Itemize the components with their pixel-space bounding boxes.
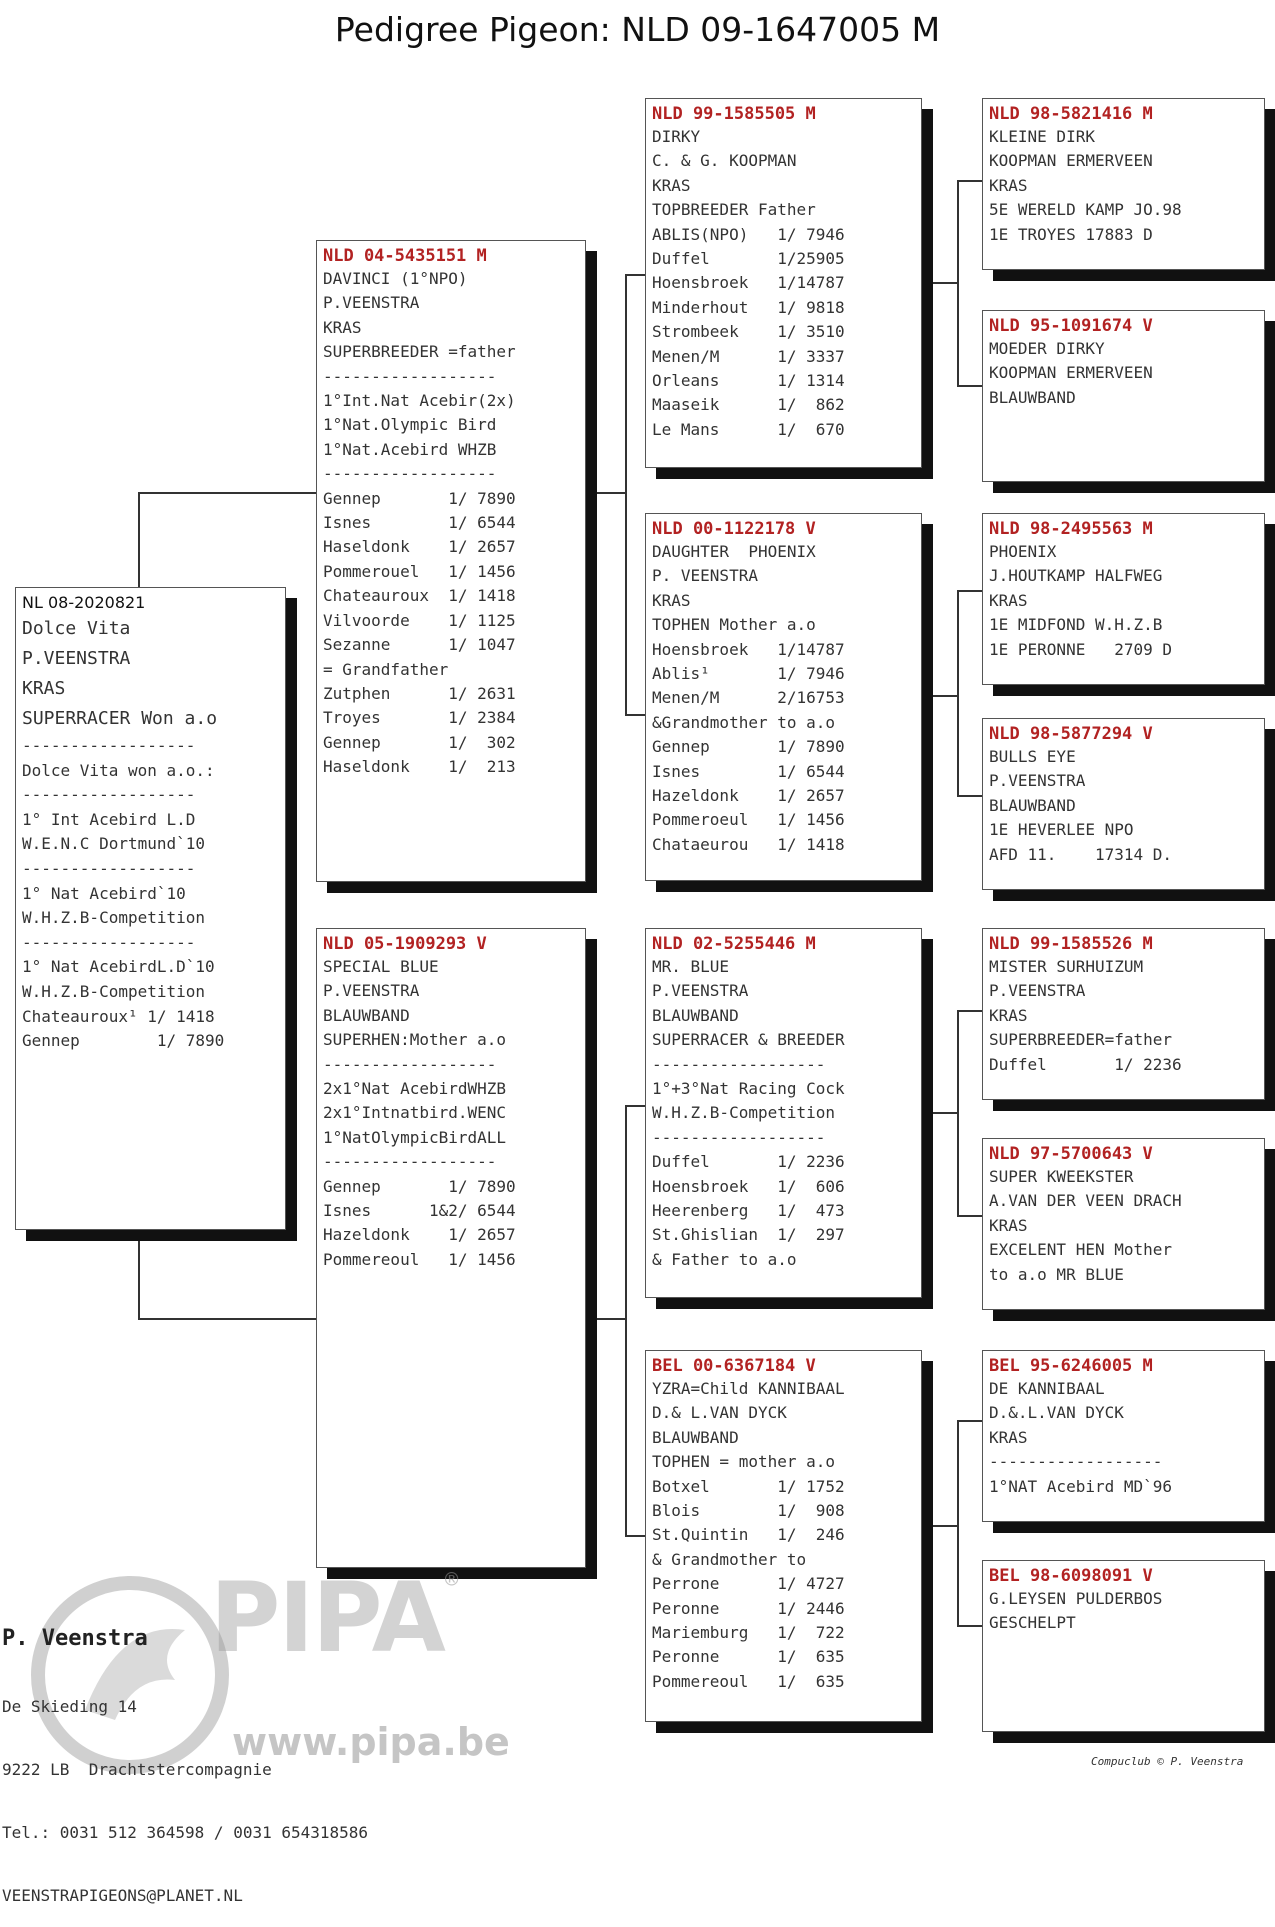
pedigree-line: Gennep 1/ 302 bbox=[323, 732, 516, 752]
ring-number: NLD 97-5700643 V bbox=[989, 1144, 1153, 1164]
pedigree-line: ------------------ bbox=[323, 1152, 497, 1172]
connector bbox=[586, 492, 625, 494]
pedigree-line: Chateauroux¹ 1/ 1418 bbox=[22, 1006, 215, 1026]
title-ring: NLD 09-1647005 M bbox=[621, 10, 941, 49]
pedigree-line: 1E TROYES 17883 D bbox=[989, 224, 1153, 244]
pigeon-card-main bbox=[15, 587, 286, 1230]
pedigree-line: 1°NatOlympicBirdALL bbox=[323, 1127, 507, 1147]
pedigree-line: St.Quintin 1/ 246 bbox=[652, 1525, 845, 1545]
pedigree-line: Hazeldonk 1/ 2657 bbox=[323, 1225, 516, 1245]
pedigree-line: D.& L.VAN DYCK bbox=[652, 1403, 787, 1423]
pedigree-line: TOPHEN = mother a.o bbox=[652, 1452, 836, 1472]
pedigree-line: 1°Nat.Olympic Bird bbox=[323, 415, 497, 435]
breeder-city: 9222 LB Drachtstercompagnie bbox=[2, 1760, 272, 1779]
pedigree-line: ------------------ bbox=[22, 736, 196, 755]
pedigree-line: BLAUWBAND bbox=[652, 1005, 739, 1025]
pedigree-line: 1E HEVERLEE NPO bbox=[989, 820, 1134, 840]
breeder-name: P. Veenstra bbox=[2, 1626, 148, 1651]
ring-number: BEL 98-6098091 V bbox=[989, 1566, 1153, 1586]
pedigree-line: PHOENIX bbox=[989, 542, 1057, 561]
pedigree-line: AFD 11. 17314 D. bbox=[989, 844, 1173, 864]
pigeon-card-fmf bbox=[982, 513, 1265, 685]
pedigree-line: SUPERBREEDER=father bbox=[989, 1030, 1173, 1050]
pedigree-line: SUPER KWEEKSTER bbox=[989, 1167, 1134, 1186]
pedigree-line: EXCELENT HEN Mother bbox=[989, 1240, 1173, 1260]
connector bbox=[922, 695, 957, 697]
pedigree-line: Pommereoul 1/ 635 bbox=[652, 1671, 845, 1691]
connector bbox=[957, 795, 982, 797]
pedigree-line: Peronne 1/ 2446 bbox=[652, 1598, 845, 1618]
pigeon-card-mother-father bbox=[645, 928, 922, 1298]
pedigree-line: Pommerouel 1/ 1456 bbox=[323, 561, 516, 581]
pedigree-line: Dolce Vita won a.o.: bbox=[22, 760, 215, 780]
connector bbox=[957, 1420, 959, 1625]
pedigree-line: Orleans 1/ 1314 bbox=[652, 371, 845, 391]
pedigree-line: DAVINCI (1°NPO) bbox=[323, 269, 468, 288]
pedigree-line: Le Mans 1/ 670 bbox=[652, 419, 845, 439]
pedigree-line: Troyes 1/ 2384 bbox=[323, 708, 516, 728]
pigeon-card-father-mother bbox=[645, 513, 922, 881]
pedigree-line: Pommeroeul 1/ 1456 bbox=[652, 810, 845, 830]
ring-number: NLD 98-5877294 V bbox=[989, 724, 1153, 744]
pedigree-line: 1°+3°Nat Racing Cock bbox=[652, 1079, 845, 1099]
pedigree-line: Heerenberg 1/ 473 bbox=[652, 1201, 845, 1221]
pedigree-line: 1° Nat AcebirdL.D`10 bbox=[22, 957, 215, 977]
pedigree-line: C. & G. KOOPMAN bbox=[652, 151, 797, 171]
pedigree-line: Dolce Vita bbox=[22, 618, 131, 639]
pedigree-line: Pommereoul 1/ 1456 bbox=[323, 1249, 516, 1269]
pedigree-line: 1° Int Acebird L.D bbox=[22, 809, 196, 829]
connector bbox=[138, 492, 316, 494]
ring-number: NLD 04-5435151 M bbox=[323, 246, 487, 266]
pedigree-line: P.VEENSTRA bbox=[22, 648, 131, 669]
pedigree-line: KRAS bbox=[989, 590, 1028, 610]
connector bbox=[625, 1535, 645, 1537]
pedigree-line: Maaseik 1/ 862 bbox=[652, 395, 845, 415]
connector bbox=[957, 1010, 959, 1215]
ring-number: NLD 00-1122178 V bbox=[652, 519, 816, 539]
connector bbox=[922, 1525, 957, 1527]
pedigree-line: Blois 1/ 908 bbox=[652, 1501, 845, 1521]
connector bbox=[957, 180, 959, 385]
pedigree-line: YZRA=Child KANNIBAAL bbox=[652, 1379, 845, 1398]
connector bbox=[625, 274, 645, 276]
pedigree-line: SUPERBREEDER =father bbox=[323, 342, 516, 362]
pedigree-line: Botxel 1/ 1752 bbox=[652, 1476, 845, 1496]
pedigree-line: KRAS bbox=[989, 1005, 1028, 1025]
pedigree-line: MR. BLUE bbox=[652, 957, 730, 976]
pedigree-line: Zutphen 1/ 2631 bbox=[323, 683, 516, 703]
pedigree-line: Duffel 1/ 2236 bbox=[989, 1054, 1182, 1074]
connector bbox=[922, 282, 957, 284]
pedigree-line: KRAS bbox=[989, 175, 1028, 195]
pedigree-line: ------------------ bbox=[652, 1054, 826, 1074]
pigeon-card-mother bbox=[316, 928, 586, 1568]
pedigree-line: Duffel 1/ 2236 bbox=[652, 1152, 845, 1172]
pedigree-line: P.VEENSTRA bbox=[652, 981, 749, 1001]
connector bbox=[957, 1420, 982, 1422]
pedigree-line: 1E MIDFOND W.H.Z.B bbox=[989, 615, 1163, 635]
pigeon-card-mmf bbox=[982, 1350, 1265, 1522]
pedigree-line: TOPBREEDER Father bbox=[652, 200, 816, 220]
pedigree-line: GESCHELPT bbox=[989, 1613, 1076, 1633]
ring-number: NLD 98-5821416 M bbox=[989, 104, 1153, 124]
connector bbox=[586, 1318, 625, 1320]
pedigree-line: ------------------ bbox=[22, 785, 196, 805]
pedigree-line: SUPERRACER & BREEDER bbox=[652, 1030, 845, 1050]
pedigree-line: 1°Int.Nat Acebir(2x) bbox=[323, 391, 516, 411]
connector bbox=[625, 1105, 627, 1535]
ring-number: NLD 05-1909293 V bbox=[323, 934, 487, 954]
connector bbox=[957, 590, 982, 592]
connector bbox=[957, 1215, 982, 1217]
pedigree-line: J.HOUTKAMP HALFWEG bbox=[989, 566, 1163, 586]
pedigree-line: KRAS bbox=[323, 317, 362, 337]
pedigree-line: TOPHEN Mother a.o bbox=[652, 615, 816, 635]
ring-number: NLD 98-2495563 M bbox=[989, 519, 1153, 539]
ring-number: NLD 99-1585526 M bbox=[989, 934, 1153, 954]
pedigree-line: 1E PERONNE 2709 D bbox=[989, 639, 1173, 659]
pedigree-line: Chataeurou 1/ 1418 bbox=[652, 834, 845, 854]
pedigree-line: P.VEENSTRA bbox=[323, 981, 420, 1001]
pigeon-card-father-father bbox=[645, 98, 922, 468]
pedigree-line: A.VAN DER VEEN DRACH bbox=[989, 1191, 1182, 1211]
pedigree-line: Hazeldonk 1/ 2657 bbox=[652, 786, 845, 806]
pedigree-line: P.VEENSTRA bbox=[989, 981, 1086, 1001]
connector bbox=[957, 590, 959, 795]
pedigree-line: Menen/M 2/16753 bbox=[652, 688, 845, 708]
pedigree-line: & Grandmother to bbox=[652, 1549, 807, 1569]
pedigree-line: ABLIS(NPO) 1/ 7946 bbox=[652, 224, 845, 244]
pipa-logo-text: PIPA bbox=[210, 1562, 444, 1674]
pedigree-line: D.&.L.VAN DYCK bbox=[989, 1403, 1124, 1423]
pedigree-line: KLEINE DIRK bbox=[989, 127, 1095, 146]
pedigree-line: Duffel 1/25905 bbox=[652, 249, 845, 269]
pedigree-line: Haseldonk 1/ 213 bbox=[323, 757, 516, 777]
pedigree-line: Menen/M 1/ 3337 bbox=[652, 346, 845, 366]
pedigree-line: 1° Nat Acebird`10 bbox=[22, 883, 186, 903]
pedigree-line: to a.o MR BLUE bbox=[989, 1264, 1124, 1284]
pedigree-line: & Father to a.o bbox=[652, 1249, 797, 1269]
title-label: Pedigree Pigeon: bbox=[334, 10, 611, 49]
connector bbox=[957, 1625, 982, 1627]
pigeon-card-fff bbox=[982, 98, 1265, 270]
pedigree-line: KRAS bbox=[989, 1215, 1028, 1235]
pedigree-line: W.H.Z.B-Competition bbox=[22, 981, 206, 1001]
pigeon-card-mother-mother bbox=[645, 1350, 922, 1722]
pedigree-line: BLAUWBAND bbox=[989, 387, 1076, 407]
breeder-email: VEENSTRAPIGEONS@PLANET.NL bbox=[2, 1886, 243, 1905]
pedigree-line: KOOPMAN ERMERVEEN bbox=[989, 363, 1153, 383]
connector bbox=[625, 274, 627, 714]
pedigree-line: Isnes 1&2/ 6544 bbox=[323, 1201, 516, 1221]
pedigree-line: BULLS EYE bbox=[989, 747, 1076, 766]
pedigree-line: P. VEENSTRA bbox=[652, 566, 758, 586]
pedigree-line: Mariemburg 1/ 722 bbox=[652, 1623, 845, 1643]
connector bbox=[625, 1105, 645, 1107]
credit: Compuclub © P. Veenstra bbox=[1091, 1755, 1244, 1768]
pedigree-line: Hoensbroek 1/ 606 bbox=[652, 1176, 845, 1196]
pedigree-line: DIRKY bbox=[652, 127, 701, 146]
pedigree-line: Hoensbroek 1/14787 bbox=[652, 273, 845, 293]
pedigree-line: SPECIAL BLUE bbox=[323, 957, 439, 976]
connector bbox=[625, 714, 645, 716]
pedigree-line: ------------------ bbox=[22, 932, 196, 952]
pedigree-line: BLAUWBAND bbox=[989, 795, 1076, 815]
pedigree-line: &Grandmother to a.o bbox=[652, 712, 836, 732]
ring-number: NLD 95-1091674 V bbox=[989, 316, 1153, 336]
pedigree-line: ------------------ bbox=[323, 366, 497, 386]
pedigree-line: W.E.N.C Dortmund`10 bbox=[22, 834, 206, 854]
connector bbox=[957, 1010, 982, 1012]
pigeon-card-mff bbox=[982, 928, 1265, 1100]
pigeon-card-mfm bbox=[982, 1138, 1265, 1310]
pedigree-line: Hoensbroek 1/14787 bbox=[652, 639, 845, 659]
ring-number: NLD 02-5255446 M bbox=[652, 934, 816, 954]
pedigree-line: W.H.Z.B-Competition bbox=[652, 1103, 836, 1123]
pedigree-line: Minderhout 1/ 9818 bbox=[652, 297, 845, 317]
pedigree-line: KRAS bbox=[22, 678, 66, 699]
pedigree-line: MOEDER DIRKY bbox=[989, 339, 1105, 358]
pedigree-line: P.VEENSTRA bbox=[323, 293, 420, 313]
pedigree-line: 1°Nat.Acebird WHZB bbox=[323, 439, 497, 459]
connector bbox=[957, 385, 982, 387]
pedigree-line: Chateauroux 1/ 1418 bbox=[323, 586, 516, 606]
pedigree-line: DE KANNIBAAL bbox=[989, 1379, 1105, 1398]
connector bbox=[957, 180, 982, 182]
pedigree-line: ------------------ bbox=[323, 1054, 497, 1074]
pedigree-line: ------------------ bbox=[989, 1452, 1163, 1472]
pedigree-line: G.LEYSEN PULDERBOS bbox=[989, 1589, 1163, 1608]
pedigree-line: 5E WERELD KAMP JO.98 bbox=[989, 200, 1182, 220]
connector bbox=[138, 492, 140, 587]
pigeon-card-fmm bbox=[982, 718, 1265, 890]
pedigree-line: Gennep 1/ 7890 bbox=[652, 737, 845, 757]
connector bbox=[138, 1318, 316, 1320]
pedigree-line: Gennep 1/ 7890 bbox=[22, 1031, 225, 1051]
breeder-address: De Skieding 14 bbox=[2, 1697, 137, 1716]
pedigree-line: P.VEENSTRA bbox=[989, 771, 1086, 791]
ring-number: NL 08-2020821 bbox=[22, 593, 146, 612]
pedigree-line: ------------------ bbox=[652, 1127, 826, 1147]
pedigree-line: Sezanne 1/ 1047 bbox=[323, 635, 516, 655]
page-title bbox=[0, 10, 1275, 49]
pigeon-card-mmm bbox=[982, 1560, 1265, 1732]
pedigree-line: KRAS bbox=[652, 590, 691, 610]
connector bbox=[922, 1112, 957, 1114]
pedigree-line: ------------------ bbox=[22, 858, 196, 878]
ring-number: BEL 95-6246005 M bbox=[989, 1356, 1153, 1376]
pedigree-line: MISTER SURHUIZUM bbox=[989, 957, 1144, 976]
pipa-url: www.pipa.be bbox=[232, 1720, 510, 1764]
pedigree-line: Haseldonk 1/ 2657 bbox=[323, 537, 516, 557]
pedigree-line: Perrone 1/ 4727 bbox=[652, 1574, 845, 1594]
pigeon-card-father bbox=[316, 240, 586, 882]
pedigree-line: ------------------ bbox=[323, 464, 497, 484]
pedigree-line: Vilvoorde 1/ 1125 bbox=[323, 610, 516, 630]
pedigree-line: SUPERRACER Won a.o bbox=[22, 708, 218, 729]
pedigree-line: Isnes 1/ 6544 bbox=[323, 513, 516, 533]
pedigree-line: KOOPMAN ERMERVEEN bbox=[989, 151, 1153, 171]
pedigree-line: BLAUWBAND bbox=[652, 1427, 739, 1447]
pedigree-line: BLAUWBAND bbox=[323, 1005, 410, 1025]
pedigree-line: Gennep 1/ 7890 bbox=[323, 1176, 516, 1196]
pedigree-line: DAUGHTER PHOENIX bbox=[652, 542, 816, 561]
ring-number: NLD 99-1585505 M bbox=[652, 104, 816, 124]
pedigree-line: Peronne 1/ 635 bbox=[652, 1647, 845, 1667]
breeder-contact bbox=[2, 1582, 368, 1927]
pedigree-line: SUPERHEN:Mother a.o bbox=[323, 1030, 507, 1050]
pigeon-card-ffm bbox=[982, 310, 1265, 482]
pedigree-line: Gennep 1/ 7890 bbox=[323, 488, 516, 508]
pedigree-line: Ablis¹ 1/ 7946 bbox=[652, 664, 845, 684]
registered-mark: ® bbox=[445, 1568, 459, 1593]
pedigree-line: KRAS bbox=[989, 1427, 1028, 1447]
pedigree-line: Isnes 1/ 6544 bbox=[652, 761, 845, 781]
pedigree-line: KRAS bbox=[652, 175, 691, 195]
pedigree-line: 1°NAT Acebird MD`96 bbox=[989, 1476, 1173, 1496]
pedigree-line: = Grandfather bbox=[323, 659, 449, 679]
ring-number: BEL 00-6367184 V bbox=[652, 1356, 816, 1376]
pedigree-line: 2x1°Intnatbird.WENC bbox=[323, 1103, 507, 1123]
pedigree-line: St.Ghislian 1/ 297 bbox=[652, 1225, 845, 1245]
breeder-phone: Tel.: 0031 512 364598 / 0031 654318586 bbox=[2, 1823, 369, 1842]
connector bbox=[138, 1230, 140, 1320]
pedigree-line: W.H.Z.B-Competition bbox=[22, 908, 206, 928]
pedigree-line: Strombeek 1/ 3510 bbox=[652, 322, 845, 342]
pedigree-line: 2x1°Nat AcebirdWHZB bbox=[323, 1079, 507, 1099]
